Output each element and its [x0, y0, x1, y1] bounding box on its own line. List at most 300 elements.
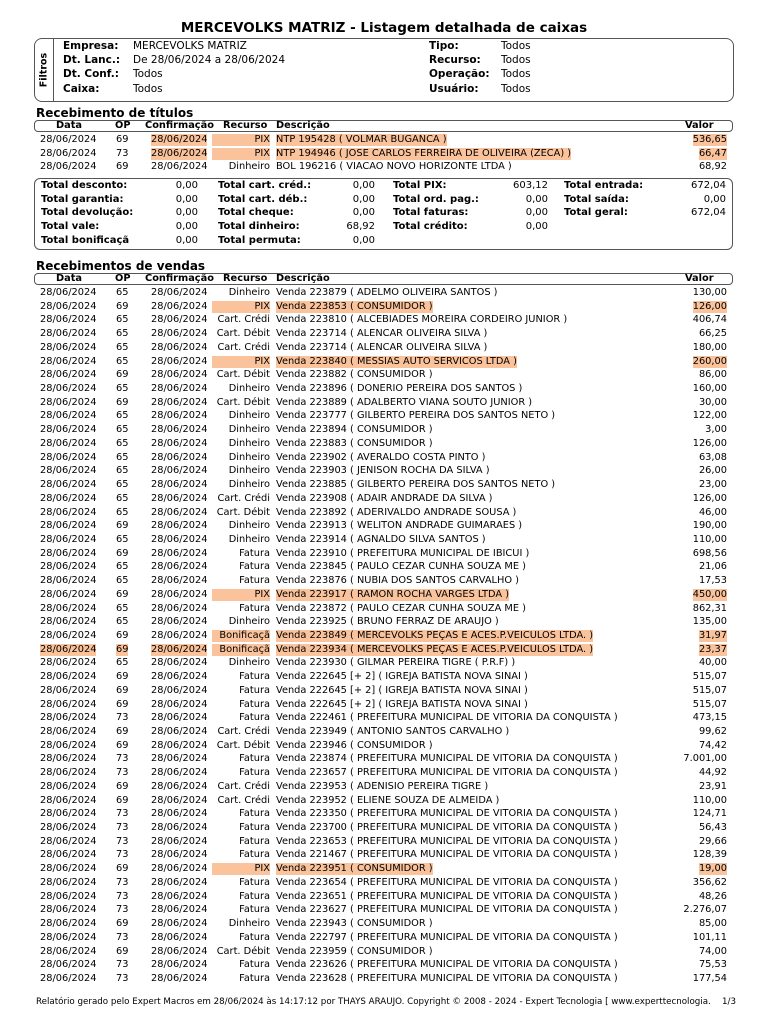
- cell-confirmacao: 28/06/2024: [151, 712, 208, 724]
- cell-confirmacao: 28/06/2024: [151, 383, 208, 395]
- cell-op: 73: [116, 904, 129, 916]
- total-label: Total cart. créd.:: [218, 180, 312, 191]
- cell-valor: 356,62: [692, 876, 727, 888]
- cell-valor: 126,00: [692, 300, 727, 312]
- table-row: [0, 972, 768, 986]
- cell-recurso: Dinheiro: [228, 918, 270, 930]
- cell-op: 65: [116, 602, 129, 614]
- cell-recurso: Cart. Débit: [216, 328, 270, 340]
- total-value: 0,00: [352, 235, 375, 246]
- cell-op: 69: [116, 671, 129, 683]
- cell-op: 73: [116, 753, 129, 765]
- cell-descricao: Venda 223876 ( NUBIA DOS SANTOS CARVALHO ): [276, 575, 519, 587]
- cell-recurso: PIX: [212, 589, 270, 601]
- cell-descricao: Venda 222645 [+ 2] ( IGREJA BATISTA NOVA SINAI ): [276, 698, 528, 710]
- cell-descricao: Venda 223917 ( RAMON ROCHA VARGES LTDA ): [276, 588, 510, 600]
- cell-confirmacao: 28/06/2024: [151, 424, 208, 436]
- col-op: OP: [115, 273, 131, 284]
- cell-recurso: Dinheiro: [228, 533, 270, 545]
- cell-data: 28/06/2024: [40, 767, 97, 779]
- cell-data: 28/06/2024: [40, 794, 97, 806]
- table-row: [0, 917, 768, 931]
- cell-op: 69: [116, 520, 129, 532]
- cell-valor: 180,00: [692, 341, 727, 353]
- cell-descricao: Venda 223908 ( ADAIR ANDRADE DA SILVA ): [276, 492, 493, 504]
- cell-data: 28/06/2024: [40, 643, 97, 655]
- cell-op: 65: [116, 561, 129, 573]
- cell-recurso: Fatura: [239, 767, 270, 779]
- cell-confirmacao: 28/06/2024: [151, 767, 208, 779]
- cell-valor: 29,66: [698, 835, 727, 847]
- cell-descricao: Venda 223879 ( ADELMO OLIVEIRA SANTOS ): [276, 287, 498, 298]
- total-value: 0,00: [352, 194, 375, 205]
- cell-descricao: Venda 223657 ( PREFEITURA MUNICIPAL DE VITORIA DA CONQUISTA ): [276, 767, 618, 779]
- cell-valor: 23,37: [698, 643, 727, 655]
- cell-valor: 126,00: [692, 492, 727, 504]
- cell-recurso: Bonificaçã: [212, 630, 270, 642]
- table-row: [0, 506, 768, 520]
- cell-descricao: Venda 223951 ( CONSUMIDOR ): [276, 863, 433, 875]
- cell-valor: 101,11: [692, 931, 727, 943]
- table-row: [0, 588, 768, 602]
- cell-descricao: Venda 222645 [+ 2] ( IGREJA BATISTA NOVA SINAI ): [276, 684, 528, 696]
- cell-op: 65: [116, 410, 129, 422]
- cell-valor: 68,92: [698, 161, 727, 173]
- filter-label-tipo: Tipo:: [429, 40, 459, 52]
- cell-valor: 63,08: [698, 451, 727, 463]
- table-row: [0, 931, 768, 945]
- cell-data: 28/06/2024: [40, 822, 97, 834]
- cell-data: 28/06/2024: [40, 863, 97, 875]
- total-label: Total vale:: [41, 221, 100, 232]
- cell-valor: 46,00: [698, 506, 727, 518]
- cell-confirmacao: 28/06/2024: [151, 437, 208, 449]
- filter-label-empresa: Empresa:: [63, 40, 119, 52]
- cell-descricao: Venda 223627 ( PREFEITURA MUNICIPAL DE VITORIA DA CONQUISTA ): [276, 904, 618, 916]
- cell-valor: 406,74: [692, 314, 727, 326]
- cell-valor: 3,00: [705, 424, 727, 436]
- table-row: [0, 766, 768, 780]
- cell-confirmacao: 28/06/2024: [151, 972, 208, 984]
- filter-value-empresa: MERCEVOLKS MATRIZ: [133, 40, 247, 52]
- cell-descricao: Venda 222797 ( PREFEITURA MUNICIPAL DE VITORIA DA CONQUISTA ): [276, 931, 618, 943]
- table-row: [0, 752, 768, 766]
- cell-data: 28/06/2024: [40, 437, 97, 449]
- cell-recurso: Dinheiro: [228, 465, 270, 477]
- cell-recurso: PIX: [212, 134, 270, 146]
- total-value: 0,00: [175, 221, 198, 232]
- cell-recurso: Fatura: [239, 547, 270, 559]
- cell-descricao: Venda 223903 ( JENISON ROCHA DA SILVA ): [276, 465, 490, 477]
- total-value: 0,00: [175, 235, 198, 246]
- cell-recurso: Dinheiro: [228, 410, 270, 422]
- cell-recurso: Dinheiro: [228, 479, 270, 491]
- col-op: OP: [115, 120, 131, 131]
- cell-data: 28/06/2024: [40, 451, 97, 463]
- cell-op: 65: [116, 328, 129, 340]
- cell-valor: 44,92: [698, 767, 727, 779]
- cell-confirmacao: 28/06/2024: [151, 465, 208, 477]
- table-row: [0, 533, 768, 547]
- cell-data: 28/06/2024: [40, 945, 97, 957]
- cell-op: 73: [116, 808, 129, 820]
- filter-value-caixa: Todos: [133, 83, 163, 95]
- table-row: [0, 643, 768, 657]
- cell-confirmacao: 28/06/2024: [151, 739, 208, 751]
- cell-data: 28/06/2024: [40, 931, 97, 943]
- cell-descricao: NTP 195428 ( VOLMAR BUGANCA ): [276, 134, 447, 145]
- cell-op: 65: [116, 341, 129, 353]
- col-descricao: Descrição: [276, 273, 330, 284]
- table-row: [0, 423, 768, 437]
- total-value: 603,12: [513, 180, 548, 191]
- cell-confirmacao: 28/06/2024: [151, 355, 208, 367]
- cell-data: 28/06/2024: [40, 835, 97, 847]
- cell-op: 65: [116, 479, 129, 491]
- cell-confirmacao: 28/06/2024: [151, 134, 208, 145]
- cell-recurso: Dinheiro: [228, 161, 270, 173]
- cell-valor: 124,71: [692, 808, 727, 820]
- cell-confirmacao: 28/06/2024: [151, 890, 208, 902]
- total-value: 672,04: [691, 207, 726, 218]
- table-row: [0, 313, 768, 327]
- col-data: Data: [56, 273, 83, 284]
- cell-valor: 2.276,07: [683, 904, 727, 916]
- report-footer: [36, 997, 736, 1007]
- table-row: [0, 286, 768, 300]
- cell-confirmacao: 28/06/2024: [151, 849, 208, 861]
- cell-descricao: Venda 223350 ( PREFEITURA MUNICIPAL DE VITORIA DA CONQUISTA ): [276, 808, 618, 820]
- table-row: [0, 327, 768, 341]
- cell-valor: 862,31: [692, 602, 727, 614]
- table-row: [0, 492, 768, 506]
- cell-op: 69: [116, 863, 129, 875]
- cell-op: 69: [116, 134, 129, 145]
- cell-confirmacao: 28/06/2024: [151, 533, 208, 545]
- vendas-rows: [0, 286, 768, 986]
- table-row: [0, 341, 768, 355]
- cell-op: 69: [116, 588, 129, 600]
- cell-data: 28/06/2024: [40, 134, 97, 145]
- cell-op: 73: [116, 876, 129, 888]
- cell-valor: 48,26: [698, 890, 727, 902]
- cell-recurso: Fatura: [239, 575, 270, 587]
- cell-valor: 23,91: [698, 780, 727, 792]
- cell-op: 65: [116, 355, 129, 367]
- page-number: 1/3: [722, 997, 736, 1007]
- cell-confirmacao: 28/06/2024: [151, 753, 208, 765]
- cell-data: 28/06/2024: [40, 341, 97, 353]
- col-recurso: Recurso: [223, 273, 268, 284]
- cell-data: 28/06/2024: [40, 712, 97, 724]
- cell-recurso: Cart. Débit: [216, 506, 270, 518]
- total-label: Total saída:: [564, 194, 629, 205]
- cell-descricao: Venda 223714 ( ALENCAR OLIVEIRA SILVA ): [276, 328, 488, 340]
- total-value: 672,04: [691, 180, 726, 191]
- filters-tag: [35, 39, 54, 101]
- total-value: 0,00: [175, 194, 198, 205]
- cell-descricao: Venda 223959 ( CONSUMIDOR ): [276, 945, 433, 957]
- cell-valor: 130,00: [692, 287, 727, 298]
- cell-descricao: Venda 223651 ( PREFEITURA MUNICIPAL DE VITORIA DA CONQUISTA ): [276, 890, 618, 902]
- filter-value-tipo: Todos: [501, 40, 531, 52]
- total-label: Total PIX:: [393, 180, 447, 191]
- cell-confirmacao: 28/06/2024: [151, 161, 208, 173]
- cell-descricao: Venda 223952 ( ELIENE SOUZA DE ALMEIDA ): [276, 794, 500, 806]
- cell-data: 28/06/2024: [40, 972, 97, 984]
- table-row: [0, 147, 768, 161]
- cell-confirmacao: 28/06/2024: [151, 904, 208, 916]
- cell-confirmacao: 28/06/2024: [151, 506, 208, 518]
- cell-op: 69: [116, 547, 129, 559]
- cell-recurso: Cart. Crédi: [217, 314, 270, 326]
- cell-descricao: Venda 221467 ( PREFEITURA MUNICIPAL DE VITORIA DA CONQUISTA ): [276, 849, 618, 861]
- cell-descricao: Venda 223913 ( WELITON ANDRADE GUIMARAES ): [276, 520, 523, 532]
- cell-data: 28/06/2024: [40, 410, 97, 422]
- cell-descricao: BOL 196216 ( VIACAO NOVO HORIZONTE LTDA ): [276, 161, 512, 173]
- cell-recurso: Fatura: [239, 904, 270, 916]
- cell-data: 28/06/2024: [40, 533, 97, 545]
- table-row: [0, 409, 768, 423]
- cell-descricao: Venda 223714 ( ALENCAR OLIVEIRA SILVA ): [276, 341, 488, 353]
- cell-confirmacao: 28/06/2024: [151, 410, 208, 422]
- table-row: [0, 160, 768, 174]
- cell-valor: 86,00: [698, 369, 727, 381]
- cell-data: 28/06/2024: [40, 726, 97, 737]
- table-row: [0, 739, 768, 753]
- cell-confirmacao: 28/06/2024: [151, 520, 208, 532]
- cell-confirmacao: 28/06/2024: [151, 794, 208, 806]
- cell-op: 73: [116, 849, 129, 861]
- cell-recurso: Dinheiro: [228, 424, 270, 436]
- cell-recurso: Cart. Crédi: [217, 341, 270, 353]
- filter-value-dt-conf: Todos: [133, 68, 163, 80]
- cell-descricao: Venda 223902 ( AVERALDO COSTA PINTO ): [276, 451, 486, 463]
- titulos-heading: Recebimento de títulos: [36, 106, 194, 120]
- cell-op: 69: [116, 780, 129, 792]
- cell-descricao: Venda 223849 ( MERCEVOLKS PEÇAS E ACES.P.VEICULOS LTDA. ): [276, 629, 594, 641]
- total-label: Total faturas:: [393, 207, 469, 218]
- cell-data: 28/06/2024: [40, 629, 97, 641]
- cell-data: 28/06/2024: [40, 547, 97, 559]
- cell-valor: 17,53: [698, 575, 727, 587]
- cell-data: 28/06/2024: [40, 904, 97, 916]
- cell-recurso: Fatura: [239, 808, 270, 820]
- cell-recurso: Dinheiro: [228, 451, 270, 463]
- table-row: [0, 519, 768, 533]
- cell-confirmacao: 28/06/2024: [151, 808, 208, 820]
- cell-data: 28/06/2024: [40, 147, 97, 159]
- cell-op: 69: [116, 161, 129, 173]
- cell-recurso: Fatura: [239, 602, 270, 614]
- cell-data: 28/06/2024: [40, 479, 97, 491]
- cell-recurso: Fatura: [239, 849, 270, 861]
- cell-data: 28/06/2024: [40, 753, 97, 765]
- table-row: [0, 890, 768, 904]
- cell-confirmacao: 28/06/2024: [151, 602, 208, 614]
- cell-valor: 56,43: [698, 822, 727, 834]
- cell-recurso: Fatura: [239, 561, 270, 573]
- cell-valor: 31,97: [698, 629, 727, 641]
- cell-recurso: Cart. Débit: [216, 739, 270, 751]
- cell-valor: 21,06: [698, 561, 727, 573]
- cell-valor: 536,65: [692, 134, 727, 145]
- cell-confirmacao: 28/06/2024: [151, 575, 208, 587]
- cell-op: 73: [116, 822, 129, 834]
- total-label: Total entrada:: [564, 180, 644, 191]
- cell-recurso: Fatura: [239, 822, 270, 834]
- cell-valor: 515,07: [692, 684, 727, 696]
- total-value: 68,92: [346, 221, 375, 232]
- cell-descricao: Venda 223654 ( PREFEITURA MUNICIPAL DE VITORIA DA CONQUISTA ): [276, 876, 618, 888]
- cell-descricao: Venda 223840 ( MESSIAS AUTO SERVICOS LTDA ): [276, 355, 517, 367]
- cell-confirmacao: 28/06/2024: [151, 945, 208, 957]
- cell-descricao: Venda 223914 ( AGNALDO SILVA SANTOS ): [276, 533, 486, 545]
- cell-recurso: PIX: [212, 863, 270, 875]
- cell-op: 69: [116, 369, 129, 381]
- table-row: [0, 670, 768, 684]
- cell-recurso: Cart. Débit: [216, 396, 270, 408]
- cell-recurso: Fatura: [239, 835, 270, 847]
- cell-op: 73: [116, 959, 129, 971]
- vendas-heading: Recebimentos de vendas: [36, 259, 206, 273]
- cell-descricao: Venda 223653 ( PREFEITURA MUNICIPAL DE VITORIA DA CONQUISTA ): [276, 835, 618, 847]
- cell-recurso: Cart. Crédi: [217, 726, 270, 737]
- table-row: [0, 862, 768, 876]
- cell-valor: 473,15: [692, 712, 727, 724]
- filter-value-operacao: Todos: [501, 68, 531, 80]
- total-label: Total dinheiro:: [218, 221, 300, 232]
- cell-confirmacao: 28/06/2024: [151, 287, 208, 298]
- cell-valor: 698,56: [692, 547, 727, 559]
- table-row: [0, 547, 768, 561]
- cell-data: 28/06/2024: [40, 314, 97, 326]
- cell-data: 28/06/2024: [40, 616, 97, 628]
- cell-data: 28/06/2024: [40, 575, 97, 587]
- total-value: 0,00: [175, 207, 198, 218]
- table-row: [0, 903, 768, 917]
- cell-data: 28/06/2024: [40, 876, 97, 888]
- cell-recurso: Cart. Crédi: [217, 794, 270, 806]
- cell-valor: 66,25: [698, 328, 727, 340]
- cell-op: 73: [116, 890, 129, 902]
- total-label: Total ord. pag.:: [393, 194, 479, 205]
- filter-value-recurso: Todos: [501, 54, 531, 66]
- cell-recurso: Fatura: [239, 931, 270, 943]
- cell-op: 65: [116, 437, 129, 449]
- cell-valor: 177,54: [692, 972, 727, 984]
- cell-valor: 160,00: [692, 383, 727, 395]
- cell-recurso: Cart. Débit: [216, 945, 270, 957]
- total-value: 0,00: [525, 194, 548, 205]
- cell-recurso: Dinheiro: [228, 616, 270, 628]
- cell-data: 28/06/2024: [40, 588, 97, 600]
- cell-data: 28/06/2024: [40, 959, 97, 971]
- cell-descricao: Venda 222461 ( PREFEITURA MUNICIPAL DE VITORIA DA CONQUISTA ): [276, 712, 618, 724]
- cell-recurso: Fatura: [239, 671, 270, 683]
- table-row: [0, 698, 768, 712]
- table-row: [0, 848, 768, 862]
- table-row: [0, 684, 768, 698]
- col-descricao: Descrição: [276, 120, 330, 131]
- cell-valor: 122,00: [692, 410, 727, 422]
- total-label: Total crédito:: [393, 221, 468, 232]
- col-recurso: Recurso: [223, 120, 268, 131]
- cell-valor: 74,00: [698, 945, 727, 957]
- cell-valor: 450,00: [692, 588, 727, 600]
- cell-confirmacao: 28/06/2024: [151, 341, 208, 353]
- total-value: 0,00: [352, 180, 375, 191]
- col-valor: Valor: [685, 273, 714, 284]
- cell-descricao: Venda 223885 ( GILBERTO PEREIRA DOS SANTOS NETO ): [276, 479, 556, 491]
- table-row: [0, 615, 768, 629]
- cell-op: 69: [116, 629, 129, 641]
- total-label: Total permuta:: [218, 235, 301, 246]
- cell-data: 28/06/2024: [40, 671, 97, 683]
- cell-confirmacao: 28/06/2024: [151, 147, 208, 159]
- cell-op: 65: [116, 657, 129, 669]
- cell-descricao: Venda 223946 ( CONSUMIDOR ): [276, 739, 433, 751]
- cell-recurso: Cart. Débit: [216, 369, 270, 381]
- col-data: Data: [56, 120, 83, 131]
- cell-confirmacao: 28/06/2024: [151, 959, 208, 971]
- cell-op: 69: [116, 794, 129, 806]
- cell-data: 28/06/2024: [40, 492, 97, 504]
- cell-op: 69: [116, 945, 129, 957]
- table-row: [0, 807, 768, 821]
- cell-op: 65: [116, 314, 129, 326]
- cell-recurso: Cart. Crédi: [217, 780, 270, 792]
- cell-valor: 66,47: [698, 147, 727, 159]
- cell-descricao: Venda 222645 [+ 2] ( IGREJA BATISTA NOVA SINAI ): [276, 671, 528, 683]
- table-row: [0, 958, 768, 972]
- cell-confirmacao: 28/06/2024: [151, 479, 208, 491]
- total-label: Total geral:: [564, 207, 628, 218]
- table-row: [0, 382, 768, 396]
- cell-data: 28/06/2024: [40, 383, 97, 395]
- table-row: [0, 574, 768, 588]
- cell-recurso: Dinheiro: [228, 520, 270, 532]
- cell-valor: 26,00: [698, 465, 727, 477]
- cell-valor: 30,00: [698, 396, 727, 408]
- cell-recurso: Fatura: [239, 753, 270, 765]
- cell-confirmacao: 28/06/2024: [151, 629, 208, 641]
- cell-op: 69: [116, 684, 129, 696]
- cell-valor: 135,00: [692, 616, 727, 628]
- cell-valor: 126,00: [692, 437, 727, 449]
- cell-valor: 23,00: [698, 479, 727, 491]
- report-title: MERCEVOLKS MATRIZ - Listagem detalhada de caixas: [180, 20, 588, 36]
- cell-data: 28/06/2024: [40, 465, 97, 477]
- cell-descricao: Venda 223910 ( PREFEITURA MUNICIPAL DE IBICUI ): [276, 547, 530, 559]
- table-row: [0, 133, 768, 147]
- table-row: [0, 560, 768, 574]
- cell-op: 65: [116, 424, 129, 436]
- cell-op: 69: [116, 300, 129, 312]
- table-row: [0, 876, 768, 890]
- cell-data: 28/06/2024: [40, 657, 97, 669]
- cell-descricao: Venda 223892 ( ADERIVALDO ANDRADE SOUSA ): [276, 506, 517, 518]
- filter-label-usuario: Usuário:: [429, 83, 479, 95]
- titulos-column-header: [34, 120, 733, 132]
- cell-recurso: Dinheiro: [228, 657, 270, 669]
- cell-data: 28/06/2024: [40, 369, 97, 381]
- cell-op: 65: [116, 492, 129, 504]
- cell-recurso: Fatura: [239, 959, 270, 971]
- cell-descricao: Venda 223700 ( PREFEITURA MUNICIPAL DE VITORIA DA CONQUISTA ): [276, 822, 618, 834]
- cell-descricao: Venda 223949 ( ANTONIO SANTOS CARVALHO ): [276, 726, 510, 737]
- total-label: Total desconto:: [41, 180, 128, 191]
